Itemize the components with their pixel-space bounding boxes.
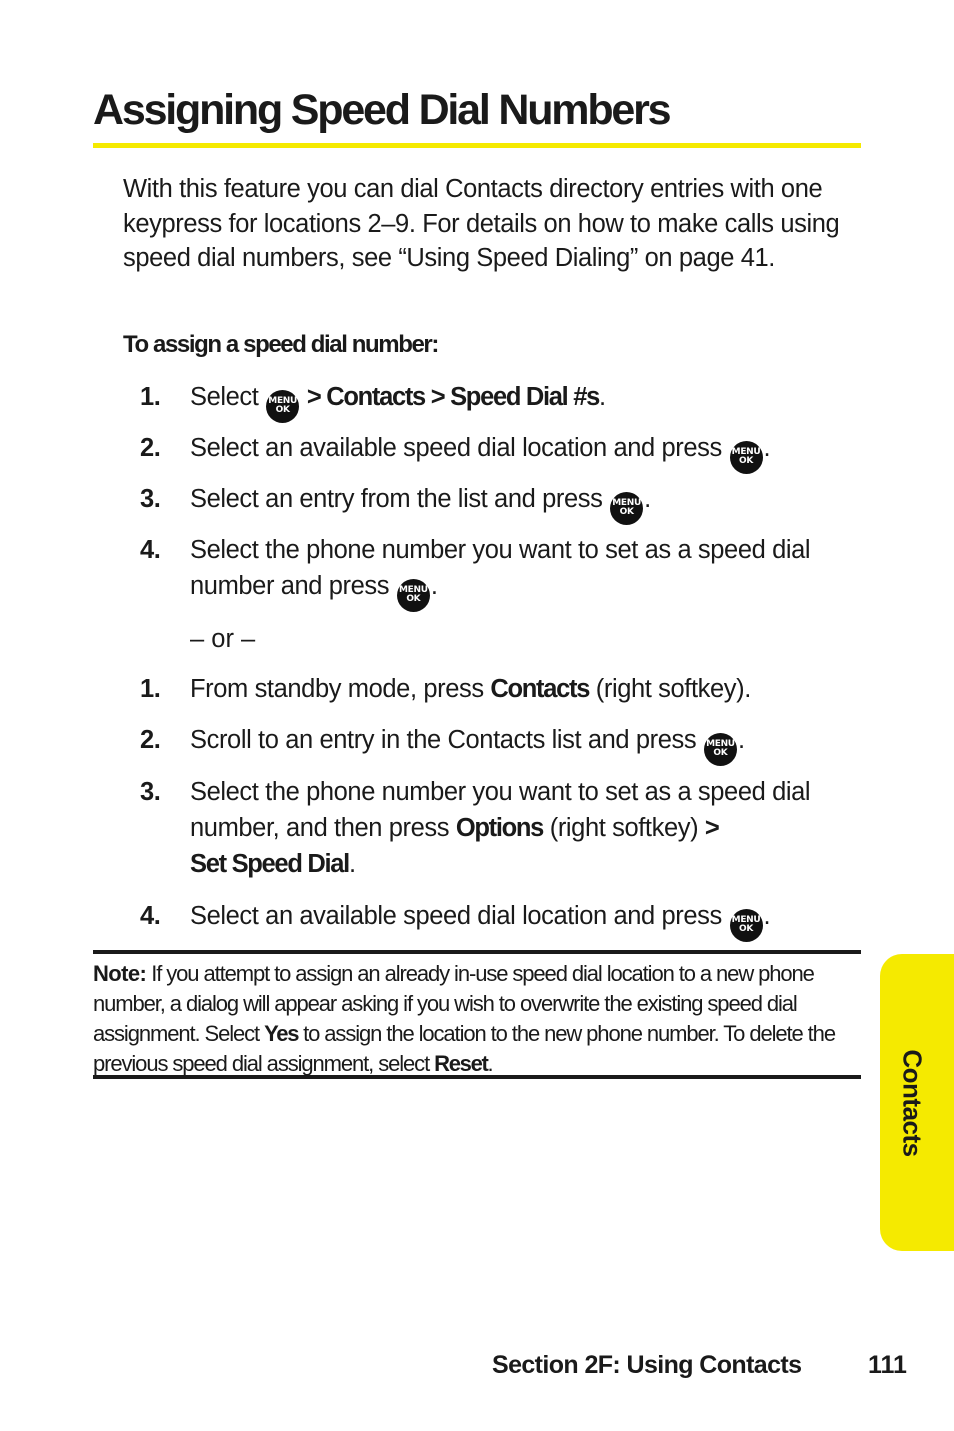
step-number: 2. (140, 434, 161, 462)
step-number: 3. (140, 485, 161, 513)
step-text: Select the phone number you want to set as a speed dial number and press MENU OK . (190, 532, 861, 612)
method-b-step-1 (140, 671, 861, 707)
menu-ok-key-icon: MENU OK (730, 441, 763, 474)
title-underline (93, 143, 861, 148)
method-a-step-4 (140, 532, 861, 612)
menu-path: > Contacts > Speed Dial #s (306, 383, 600, 411)
step-text: Select an entry from the list and press MENU OK . (190, 481, 861, 525)
intro-paragraph: With this feature you can dial Contacts directory entries with one keypress for locations 2–9. For details on how to make calls using speed dial numbers, see “Using Speed Dialing” on page 41. (123, 175, 840, 273)
step-number: 3. (140, 778, 161, 806)
menu-option: Set Speed Dial (190, 850, 349, 878)
menu-ok-key-icon: MENU OK (266, 390, 299, 423)
footer-section-title: Section 2F: Using Contacts (492, 1351, 802, 1379)
step-text: From standby mode, press Contacts (right softkey). (190, 675, 751, 703)
menu-ok-key-icon: MENU OK (397, 579, 430, 612)
procedure-heading: To assign a speed dial number: (123, 331, 438, 358)
note-box (93, 950, 861, 1079)
step-number: 4. (140, 902, 161, 930)
step-number: 2. (140, 726, 161, 754)
step-number: 1. (140, 383, 161, 411)
softkey-name: Contacts (490, 675, 590, 703)
method-b-step-2 (140, 722, 861, 766)
note-text: Note: If you attempt to assign an already in-use speed dial location to a new phone number, a dialog will appear asking if you wish to overwrite the existing speed dial assignment. Select Yes to assign the location to the new phone number. To delete the previous speed dial assignment, select Reset. (93, 961, 835, 1076)
note-label: Note: (93, 961, 147, 986)
step-text: Select an available speed dial location and press MENU OK . (190, 898, 861, 942)
page-title: Assigning Speed Dial Numbers (93, 86, 670, 134)
method-a-step-1 (140, 379, 861, 423)
step-text: Select the phone number you want to set as a speed dial number, and then press Options (right softkey) > Set Speed Dial. (190, 778, 811, 878)
menu-ok-key-icon: MENU OK (610, 492, 643, 525)
side-tab-label: Contacts (897, 1049, 928, 1157)
method-b-step-3 (140, 774, 861, 882)
softkey-name: Options (455, 814, 544, 842)
page-number: 111 (868, 1351, 907, 1379)
step-number: 4. (140, 536, 161, 564)
method-a-step-2 (140, 430, 861, 474)
or-separator: – or – (190, 625, 256, 653)
method-b-step-4 (140, 898, 861, 942)
menu-ok-key-icon: MENU OK (730, 909, 763, 942)
step-text: Select an available speed dial location and press MENU OK . (190, 430, 861, 474)
step-text: Scroll to an entry in the Contacts list and press MENU OK . (190, 722, 861, 766)
menu-ok-key-icon: MENU OK (704, 733, 737, 766)
method-a-step-3 (140, 481, 861, 525)
step-number: 1. (140, 675, 161, 703)
step-text: Select MENU OK > Contacts > Speed Dial #s. (190, 379, 861, 423)
